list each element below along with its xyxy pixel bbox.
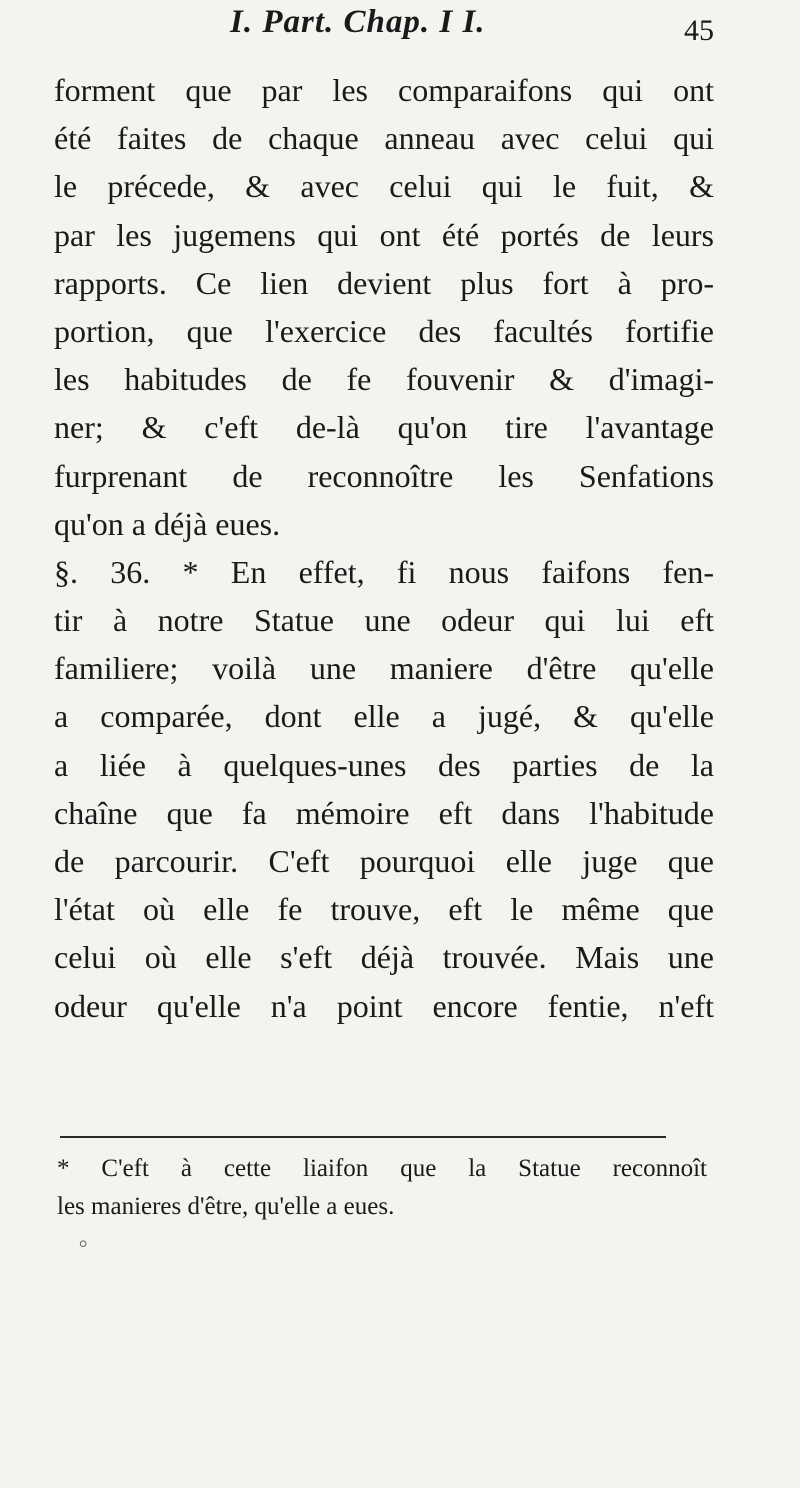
footnote	[57, 1150, 707, 1226]
text-line: tir à notre Statue une odeur qui lui eft	[54, 602, 714, 639]
text-line: rapports. Ce lien devient plus fort à pro-	[54, 264, 714, 301]
text-line: l'état où elle fe trouve, eft le même que	[54, 891, 714, 928]
text-line: qu'on a déjà eues.	[54, 505, 281, 542]
page-number: 45	[684, 14, 714, 47]
text-line: furprenant de reconnoître les Senfations	[54, 457, 714, 494]
text-line: a comparée, dont elle a jugé, & qu'elle	[54, 698, 714, 735]
footnote-line: les manieres d'être, qu'elle a eues.	[57, 1193, 395, 1220]
text-line: de parcourir. C'eft pourquoi elle juge que	[54, 843, 714, 879]
text-line: les habitudes de fe fouvenir & d'imagi-	[54, 361, 714, 398]
footnote-line: * C'eft à cette liaifon que la Statue reconnoît	[57, 1155, 707, 1182]
text-line: forment que par les comparaifons qui ont	[54, 72, 714, 108]
text-line: portion, que l'exercice des facultés fortifie	[54, 312, 714, 349]
text-line: familiere; voilà une maniere d'être qu'elle	[54, 650, 714, 687]
text-line: ner; & c'eft de-là qu'on tire l'avantage	[54, 409, 714, 446]
text-line: été faites de chaque anneau avec celui qui	[54, 120, 714, 157]
text-line: a liée à quelques-unes des parties de la	[54, 746, 714, 783]
running-head: I. Part. Chap. I I.	[230, 4, 486, 40]
stray-mark: ⸰	[78, 1234, 89, 1255]
text-line: §. 36. * En effet, fi nous faifons fen-	[54, 553, 714, 590]
text-line: le précede, & avec celui qui le fuit, &	[54, 168, 714, 205]
text-line: odeur qu'elle n'a point encore fentie, n'eft	[54, 987, 714, 1024]
text-line: chaîne que fa mémoire eft dans l'habitude	[54, 794, 714, 831]
footnote-rule	[60, 1136, 666, 1138]
text-line: celui où elle s'eft déjà trouvée. Mais une	[54, 939, 714, 976]
text-line: par les jugemens qui ont été portés de leurs	[54, 216, 714, 253]
body-text	[54, 66, 714, 1030]
